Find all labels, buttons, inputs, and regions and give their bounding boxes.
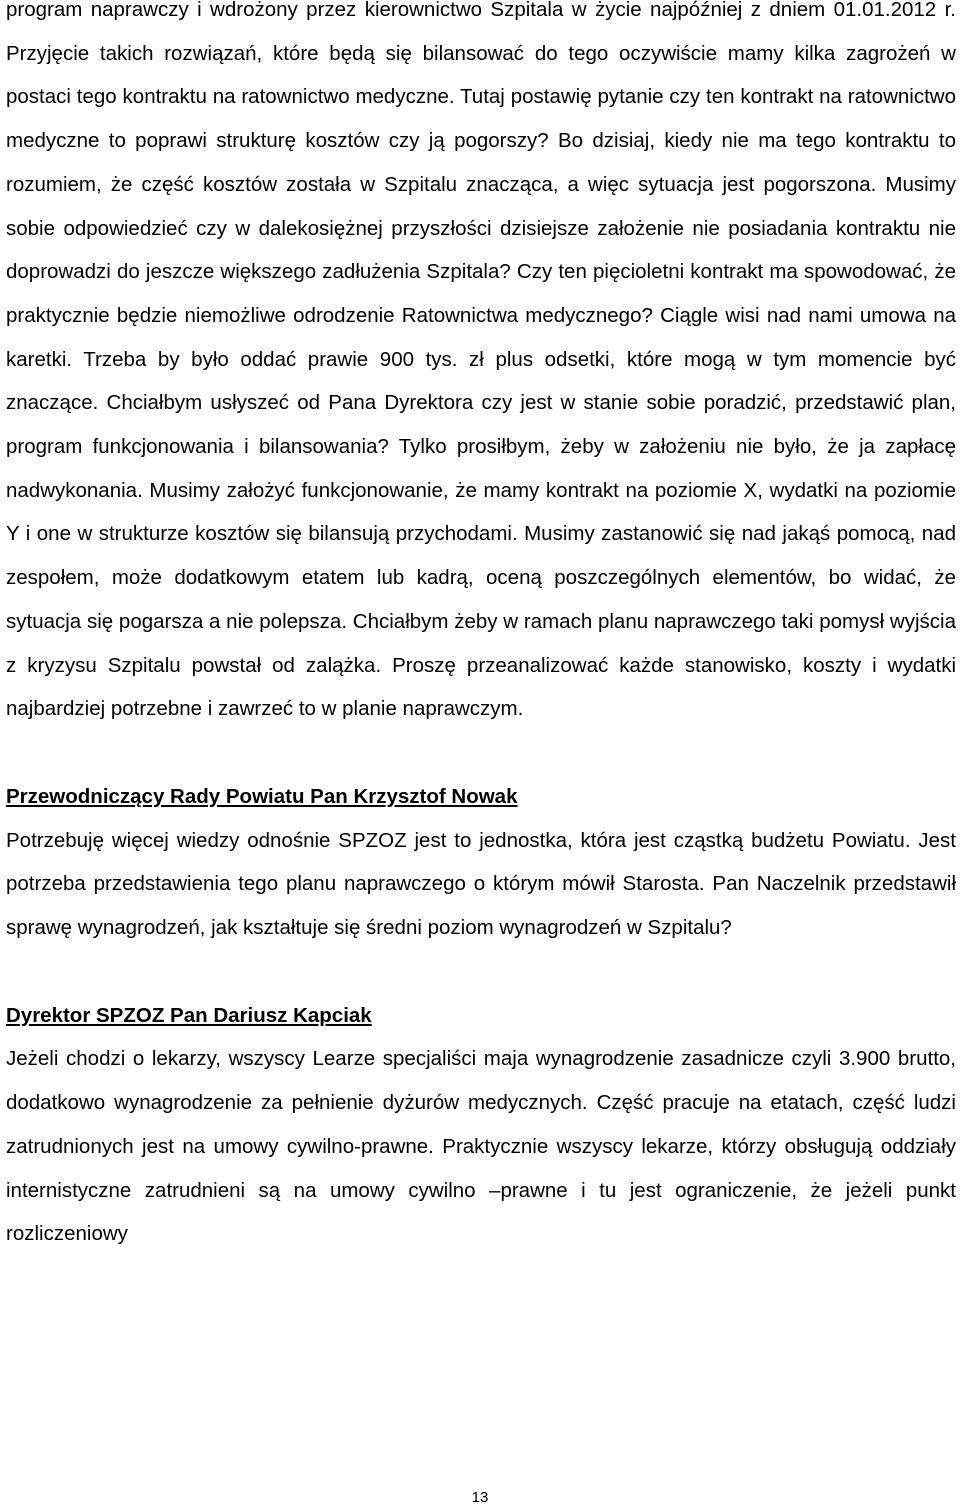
page-number: 13	[471, 1489, 489, 1506]
speaker-heading-chairman: Przewodniczący Rady Powiatu Pan Krzysztof Nowak	[6, 784, 518, 808]
document-page	[6, 0, 956, 1256]
paragraph-chairman-statement: Potrzebuję więcej wiedzy odnośnie SPZOZ jest to jednostka, która jest cząstką budżetu Powiatu. Jest potrzeba przedstawienia tego planu naprawczego o którym mówił Starosta. Pan Naczelnik przedstawił sprawę wynagrodzeń, jak kształtuje się średni poziom wynagrodzeń w Szpitalu?	[6, 828, 956, 940]
paragraph-continued: program naprawczy i wdrożony przez kierownictwo Szpitala w życie najpóźniej z dniem 01.01.2012 r. Przyjęcie takich rozwiązań, które będą się bilansować do tego oczywiście mamy kilka zagrożeń w postaci tego kontraktu na ratownictwo medyczne. Tutaj postawię pytanie czy ten kontrakt na ratownictwo medyczne to poprawi strukturę kosztów czy ją pogorszy? Bo dzisiaj, kiedy nie ma tego kontraktu to rozumiem, że część kosztów została w Szpitalu znacząca, a więc sytuacja jest pogorszona. Musimy sobie odpowiedzieć czy w dalekosiężnej przyszłości dzisiejsze założenie nie posiadania kontraktu nie doprowadzi do jeszcze większego zadłużenia Szpitala? Czy ten pięcioletni kontrakt ma spowodować, że praktycznie będzie niemożliwe odrodzenie Ratownictwa medycznego? Ciągle wisi nad nami umowa na karetki. Trzeba by było oddać prawie 900 tys. zł plus odsetki, które mogą w tym momencie być znaczące. Chciałbym usłyszeć od Pana Dyrektora czy jest w stanie sobie poradzić, przedstawić plan, program funkcjonowania i bilansowania? Tylko prosiłbym, żeby w założeniu nie było, że ja zapłacę nadwykonania. Musimy założyć funkcjonowanie, że mamy kontrakt na poziomie X, wydatki na poziomie Y i one w strukturze kosztów się bilansują przychodami. Musimy zastanowić się nad jakąś pomocą, nad zespołem, może dodatkowym etatem lub kadrą, oceną poszczególnych elementów, bo widać, że sytuacja się pogarsza a nie polepsza. Chciałbym żeby w ramach planu naprawczego taki pomysł wyjścia z kryzysu Szpitalu powstał od zalążka. Proszę przeanalizować każde stanowisko, koszty i wydatki najbardziej potrzebne i zawrzeć to w planie naprawczym.	[6, 0, 956, 721]
speaker-heading-director: Dyrektor SPZOZ Pan Dariusz Kapciak	[6, 1003, 372, 1027]
section-spacer	[6, 950, 956, 994]
paragraph-director-statement: Jeżeli chodzi o lekarzy, wszyscy Learze specjaliści maja wynagrodzenie zasadnicze czyli 3.900 brutto, dodatkowo wynagrodzenie za pełnienie dyżurów medycznych. Część pracuje na etatach, część ludzi zatrudnionych jest na umowy cywilno-prawne. Praktycznie wszyscy lekarze, którzy obsługują oddziały internistyczne zatrudnieni są na umowy cywilno –prawne i tu jest ograniczenie, że jeżeli punkt rozliczeniowy	[6, 1047, 956, 1246]
section-spacer	[6, 731, 956, 775]
